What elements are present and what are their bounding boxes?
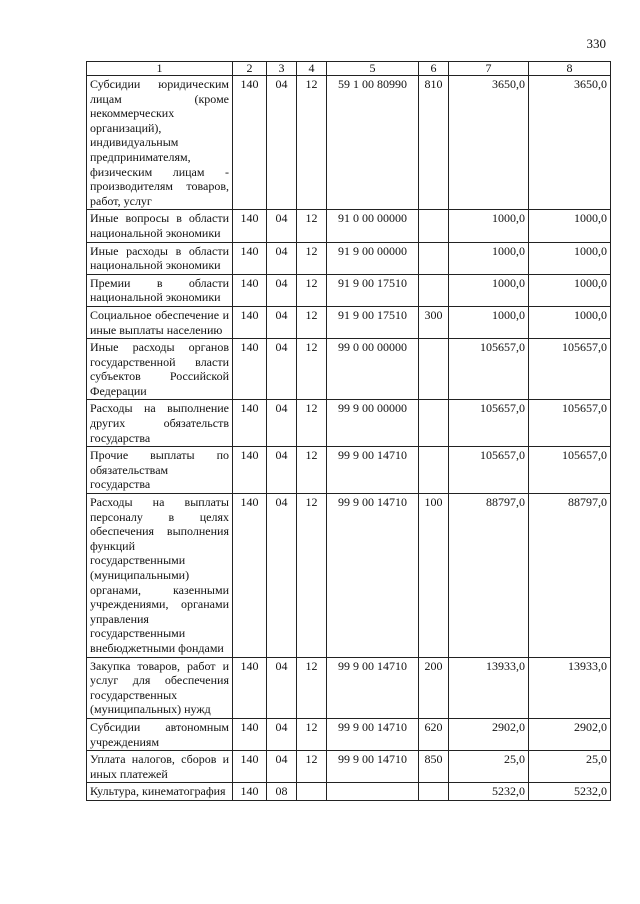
amount-cell: 1000,0 xyxy=(449,306,529,338)
amount-cell: 1000,0 xyxy=(529,242,611,274)
row-name-cell: Культура, кинематография xyxy=(87,783,233,801)
expense-type-cell: 810 xyxy=(419,76,449,210)
subsection-cell: 12 xyxy=(297,751,327,783)
table-row xyxy=(87,274,611,306)
column-header: 8 xyxy=(529,62,611,76)
row-name-cell: Расходы на выполнение других обязательств государства xyxy=(87,400,233,447)
row-name-cell: Социальное обеспечение и иные выплаты населению xyxy=(87,306,233,338)
amount-cell: 3650,0 xyxy=(529,76,611,210)
target-article-cell: 99 9 00 14710 xyxy=(327,657,419,718)
table-row xyxy=(87,718,611,750)
amount-cell: 13933,0 xyxy=(449,657,529,718)
table-row xyxy=(87,210,611,242)
row-name-cell: Уплата налогов, сборов и иных платежей xyxy=(87,751,233,783)
table-row xyxy=(87,76,611,210)
section-cell: 04 xyxy=(267,306,297,338)
target-article-cell: 99 9 00 14710 xyxy=(327,494,419,658)
expense-type-cell xyxy=(419,242,449,274)
row-name-cell: Субсидии автономным учреждениям xyxy=(87,718,233,750)
subsection-cell: 12 xyxy=(297,76,327,210)
amount-cell: 105657,0 xyxy=(449,339,529,400)
row-name-cell: Прочие выплаты по обязательствам государства xyxy=(87,447,233,494)
table-row xyxy=(87,783,611,801)
amount-cell: 88797,0 xyxy=(529,494,611,658)
expense-type-cell: 300 xyxy=(419,306,449,338)
column-header: 5 xyxy=(327,62,419,76)
target-article-cell: 99 9 00 14710 xyxy=(327,751,419,783)
row-name-cell: Расходы на выплаты персоналу в целях обеспечения выполнения функций государственными (муниципальными) органами, казенными учреждениями, органами управления государственными внебюджетными фондами xyxy=(87,494,233,658)
amount-cell: 2902,0 xyxy=(449,718,529,750)
subsection-cell xyxy=(297,783,327,801)
code-cell: 140 xyxy=(233,76,267,210)
row-name-cell: Субсидии юридическим лицам (кроме некоммерческих организаций), индивидуальным предпринимателям, физическим лицам - производителям товаров, работ, услуг xyxy=(87,76,233,210)
page-number: 330 xyxy=(586,36,606,51)
table-row xyxy=(87,242,611,274)
target-article-cell: 99 9 00 00000 xyxy=(327,400,419,447)
section-cell: 04 xyxy=(267,242,297,274)
code-cell: 140 xyxy=(233,657,267,718)
section-cell: 04 xyxy=(267,494,297,658)
expense-type-cell: 620 xyxy=(419,718,449,750)
target-article-cell: 59 1 00 80990 xyxy=(327,76,419,210)
code-cell: 140 xyxy=(233,306,267,338)
target-article-cell: 91 0 00 00000 xyxy=(327,210,419,242)
amount-cell: 1000,0 xyxy=(449,210,529,242)
amount-cell: 25,0 xyxy=(529,751,611,783)
row-name-cell: Иные расходы в области национальной экономики xyxy=(87,242,233,274)
amount-cell: 5232,0 xyxy=(449,783,529,801)
subsection-cell: 12 xyxy=(297,718,327,750)
column-header: 2 xyxy=(233,62,267,76)
column-header: 4 xyxy=(297,62,327,76)
table-row xyxy=(87,339,611,400)
code-cell: 140 xyxy=(233,718,267,750)
amount-cell: 105657,0 xyxy=(449,447,529,494)
subsection-cell: 12 xyxy=(297,210,327,242)
table-row xyxy=(87,751,611,783)
expense-type-cell: 200 xyxy=(419,657,449,718)
section-cell: 04 xyxy=(267,718,297,750)
table-row xyxy=(87,400,611,447)
expense-type-cell: 850 xyxy=(419,751,449,783)
section-cell: 04 xyxy=(267,751,297,783)
expense-type-cell xyxy=(419,210,449,242)
target-article-cell: 99 9 00 14710 xyxy=(327,447,419,494)
subsection-cell: 12 xyxy=(297,339,327,400)
target-article-cell: 91 9 00 17510 xyxy=(327,274,419,306)
subsection-cell: 12 xyxy=(297,447,327,494)
amount-cell: 1000,0 xyxy=(529,210,611,242)
table-row xyxy=(87,494,611,658)
column-header: 3 xyxy=(267,62,297,76)
code-cell: 140 xyxy=(233,494,267,658)
target-article-cell: 99 0 00 00000 xyxy=(327,339,419,400)
section-cell: 04 xyxy=(267,447,297,494)
expense-type-cell xyxy=(419,339,449,400)
row-name-cell: Премии в области национальной экономики xyxy=(87,274,233,306)
section-cell: 04 xyxy=(267,210,297,242)
amount-cell: 3650,0 xyxy=(449,76,529,210)
expense-type-cell xyxy=(419,274,449,306)
header-row xyxy=(87,62,611,76)
code-cell: 140 xyxy=(233,210,267,242)
budget-table xyxy=(86,61,611,801)
target-article-cell: 91 9 00 00000 xyxy=(327,242,419,274)
target-article-cell: 99 9 00 14710 xyxy=(327,718,419,750)
code-cell: 140 xyxy=(233,339,267,400)
target-article-cell: 91 9 00 17510 xyxy=(327,306,419,338)
section-cell: 04 xyxy=(267,76,297,210)
code-cell: 140 xyxy=(233,242,267,274)
amount-cell: 105657,0 xyxy=(529,400,611,447)
subsection-cell: 12 xyxy=(297,657,327,718)
amount-cell: 105657,0 xyxy=(449,400,529,447)
section-cell: 08 xyxy=(267,783,297,801)
row-name-cell: Иные вопросы в области национальной экономики xyxy=(87,210,233,242)
amount-cell: 1000,0 xyxy=(449,274,529,306)
amount-cell: 105657,0 xyxy=(529,447,611,494)
amount-cell: 1000,0 xyxy=(529,306,611,338)
expense-type-cell xyxy=(419,400,449,447)
code-cell: 140 xyxy=(233,751,267,783)
code-cell: 140 xyxy=(233,783,267,801)
section-cell: 04 xyxy=(267,274,297,306)
row-name-cell: Закупка товаров, работ и услуг для обеспечения государственных (муниципальных) нужд xyxy=(87,657,233,718)
table-row xyxy=(87,306,611,338)
amount-cell: 1000,0 xyxy=(529,274,611,306)
subsection-cell: 12 xyxy=(297,306,327,338)
expense-type-cell xyxy=(419,447,449,494)
expense-type-cell xyxy=(419,783,449,801)
expense-type-cell: 100 xyxy=(419,494,449,658)
column-header: 1 xyxy=(87,62,233,76)
amount-cell: 13933,0 xyxy=(529,657,611,718)
subsection-cell: 12 xyxy=(297,494,327,658)
subsection-cell: 12 xyxy=(297,274,327,306)
subsection-cell: 12 xyxy=(297,400,327,447)
code-cell: 140 xyxy=(233,274,267,306)
amount-cell: 5232,0 xyxy=(529,783,611,801)
amount-cell: 25,0 xyxy=(449,751,529,783)
table-row xyxy=(87,447,611,494)
row-name-cell: Иные расходы органов государственной власти субъектов Российской Федерации xyxy=(87,339,233,400)
amount-cell: 1000,0 xyxy=(449,242,529,274)
column-header: 7 xyxy=(449,62,529,76)
table-row xyxy=(87,657,611,718)
section-cell: 04 xyxy=(267,400,297,447)
target-article-cell xyxy=(327,783,419,801)
section-cell: 04 xyxy=(267,339,297,400)
code-cell: 140 xyxy=(233,400,267,447)
amount-cell: 105657,0 xyxy=(529,339,611,400)
column-header: 6 xyxy=(419,62,449,76)
code-cell: 140 xyxy=(233,447,267,494)
amount-cell: 2902,0 xyxy=(529,718,611,750)
subsection-cell: 12 xyxy=(297,242,327,274)
amount-cell: 88797,0 xyxy=(449,494,529,658)
section-cell: 04 xyxy=(267,657,297,718)
